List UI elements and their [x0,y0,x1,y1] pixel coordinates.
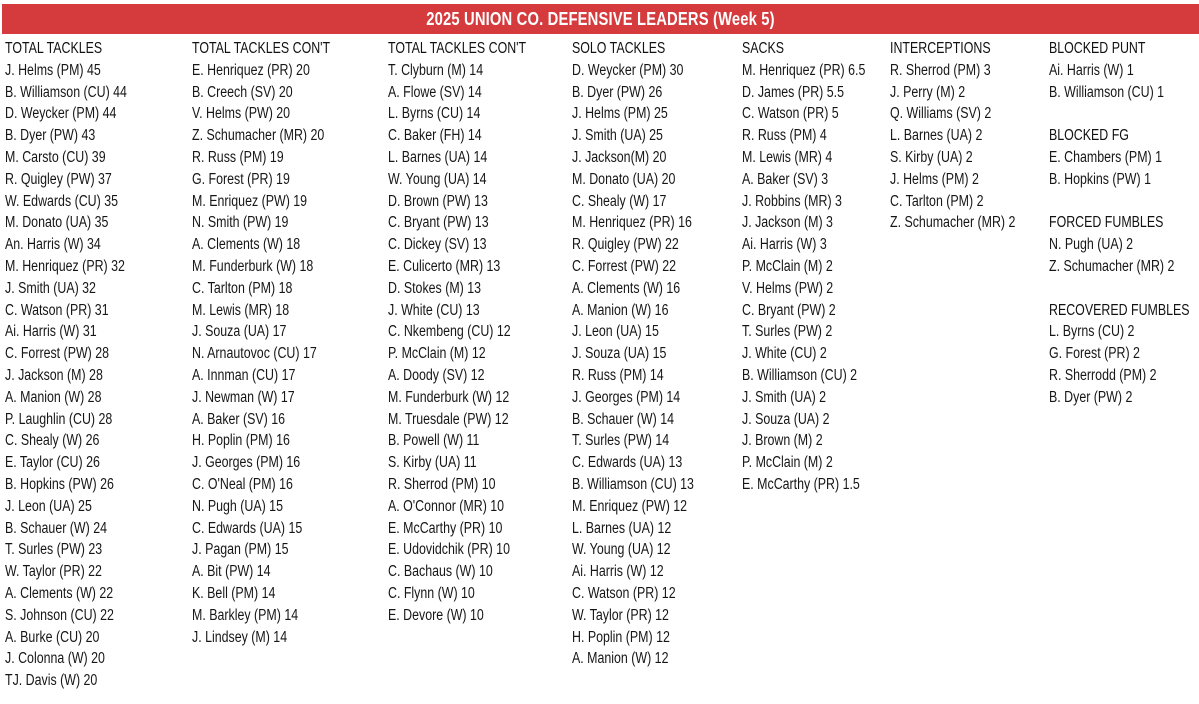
player-entry: W. Young (UA) 14 [388,170,487,188]
player-entry: Ai. Harris (W) 1 [1049,61,1134,79]
player-entry: M. Carsto (CU) 39 [5,148,106,166]
player-entry: P. Laughlin (CU) 28 [5,410,113,428]
player-entry: N. Pugh (UA) 15 [192,497,283,515]
stat-section [1049,212,1199,277]
player-entry: A. O'Connor (MR) 10 [388,497,505,515]
player-entry: B. Dyer (PW) 2 [1049,388,1133,406]
player-entry: A. Manion (W) 12 [572,650,669,668]
section-header: TOTAL TACKLES [5,40,103,57]
player-entry: C. Forrest (PW) 28 [5,345,110,363]
player-entry: C. Nkembeng (CU) 12 [388,323,511,341]
player-entry: S. Johnson (CU) 22 [5,606,114,624]
stat-section [572,38,724,670]
player-entry: J. Smith (UA) 2 [742,388,827,406]
player-entry: J. Newman (W) 17 [192,388,295,406]
page-title: 2025 UNION CO. DEFENSIVE LEADERS (Week 5) [426,8,775,29]
player-entry: M. Funderburk (W) 18 [192,257,314,275]
player-entry: S. Kirby (UA) 11 [388,454,477,472]
player-entry: L. Byrns (CU) 2 [1049,323,1135,341]
player-entry: C. O'Neal (PM) 16 [192,475,293,493]
player-entry: R. Sherrod (PM) 10 [388,475,496,493]
player-entry: J. Perry (M) 2 [890,83,966,101]
player-entry: N. Smith (PW) 19 [192,214,289,232]
section-header: BLOCKED PUNT [1049,40,1146,57]
player-entry: J. Georges (PM) 14 [572,388,681,406]
player-entry: A. Clements (W) 16 [572,279,681,297]
player-entry: P. McClain (M) 12 [388,345,486,363]
stat-section [1049,125,1199,190]
player-entry: R. Quigley (PW) 37 [5,170,112,188]
player-entry: L. Byrns (CU) 14 [388,105,481,123]
player-entry: J. Pagan (PM) 15 [192,541,289,559]
player-entry: H. Poplin (PM) 12 [572,628,670,646]
section-header: FORCED FUMBLES [1049,214,1164,232]
player-entry: A. Burke (CU) 20 [5,628,100,646]
player-entry: B. Williamson (CU) 1 [1049,83,1165,101]
player-entry: G. Forest (PR) 2 [1049,345,1140,363]
player-entry: J. White (CU) 2 [742,345,827,363]
player-entry: M. Donato (UA) 20 [572,170,676,188]
player-entry: B. Williamson (CU) 13 [572,475,694,493]
player-entry: B. Hopkins (PW) 26 [5,475,114,493]
player-entry: J. Smith (UA) 32 [5,279,96,297]
player-entry: H. Poplin (PM) 16 [192,432,290,450]
player-entry: E. McCarthy (PR) 1.5 [742,475,860,493]
player-entry: C. Bryant (PW) 2 [742,301,836,319]
section-header: BLOCKED FG [1049,127,1129,145]
player-entry: D. Weycker (PM) 44 [5,105,117,123]
stat-column [192,38,365,648]
player-entry: P. McClain (M) 2 [742,257,833,275]
player-entry: A. Baker (SV) 16 [192,410,286,428]
stat-column [5,38,157,692]
player-entry: A. Manion (W) 28 [5,388,102,406]
title-banner [2,4,1199,34]
player-entry: E. McCarthy (PR) 10 [388,519,503,537]
player-entry: Ai. Harris (W) 12 [572,563,664,581]
player-entry: A. Doody (SV) 12 [388,366,485,384]
player-entry: P. McClain (M) 2 [742,454,833,472]
player-entry: M. Truesdale (PW) 12 [388,410,509,428]
player-entry: V. Helms (PW) 20 [192,105,291,123]
player-entry: C. Edwards (UA) 15 [192,519,303,537]
player-entry: L. Barnes (UA) 2 [890,127,983,145]
player-entry: J. White (CU) 13 [388,301,480,319]
player-entry: E. Taylor (CU) 26 [5,454,100,472]
player-entry: J. Brown (M) 2 [742,432,823,450]
player-entry: R. Russ (PM) 19 [192,148,284,166]
player-entry: C. Dickey (SV) 13 [388,236,487,254]
player-entry: J. Jackson (M) 3 [742,214,833,232]
player-entry: M. Enriquez (PW) 19 [192,192,308,210]
player-entry: B. Schauer (W) 24 [5,519,107,537]
player-entry: L. Barnes (UA) 12 [572,519,672,537]
player-entry: L. Barnes (UA) 14 [388,148,488,166]
stat-column [388,38,561,627]
player-entry: J. Leon (UA) 15 [572,323,659,341]
player-entry: B. Hopkins (PW) 1 [1049,170,1151,188]
player-entry: B. Dyer (PW) 43 [5,127,96,145]
section-header: SOLO TACKLES [572,40,666,57]
player-entry: M. Donato (UA) 35 [5,214,109,232]
player-entry: K. Bell (PM) 14 [192,584,276,602]
player-entry: R. Sherrod (PM) 3 [890,61,991,79]
player-entry: C. Watson (PR) 12 [572,584,676,602]
player-entry: Z. Schumacher (MR) 20 [192,127,325,145]
player-entry: W. Taylor (PR) 22 [5,563,102,581]
player-entry: E. Udovidchik (PR) 10 [388,541,510,559]
player-entry: M. Lewis (MR) 4 [742,148,833,166]
player-entry: M. Lewis (MR) 18 [192,301,290,319]
player-entry: C. Shealy (W) 26 [5,432,100,450]
player-entry: T. Surles (PW) 2 [742,323,833,341]
player-entry: R. Russ (PM) 4 [742,127,827,145]
player-entry: Z. Schumacher (MR) 2 [1049,257,1175,275]
stat-column [890,38,1047,234]
player-entry: W. Young (UA) 12 [572,541,671,559]
player-entry: J. Robbins (MR) 3 [742,192,842,210]
player-entry: C. Edwards (UA) 13 [572,454,683,472]
player-entry: N. Pugh (UA) 2 [1049,236,1134,254]
player-entry: T. Surles (PW) 23 [5,541,103,559]
stat-column [572,38,724,670]
player-entry: D. Weycker (PM) 30 [572,61,684,79]
player-entry: E. Henriquez (PR) 20 [192,61,310,79]
player-entry: B. Williamson (CU) 2 [742,366,858,384]
player-entry: T. Clyburn (M) 14 [388,61,484,79]
player-entry: J. Georges (PM) 16 [192,454,301,472]
player-entry: M. Henriquez (PR) 6.5 [742,61,866,79]
player-entry: W. Taylor (PR) 12 [572,606,669,624]
player-entry: J. Jackson (M) 28 [5,366,103,384]
player-entry: B. Creech (SV) 20 [192,83,293,101]
player-entry: A. Clements (W) 18 [192,236,301,254]
stat-section [742,38,896,496]
player-entry: C. Watson (PR) 5 [742,105,839,123]
player-entry: C. Flynn (W) 10 [388,584,475,602]
player-entry: A. Clements (W) 22 [5,584,114,602]
player-entry: B. Schauer (W) 14 [572,410,674,428]
player-entry: An. Harris (W) 34 [5,236,101,254]
player-entry: W. Edwards (CU) 35 [5,192,119,210]
player-entry: J. Souza (UA) 15 [572,345,667,363]
player-entry: C. Baker (FH) 14 [388,127,482,145]
player-entry: B. Williamson (CU) 44 [5,83,127,101]
stat-section [890,38,1047,234]
stat-section [1049,300,1199,409]
player-entry: M. Barkley (PM) 14 [192,606,299,624]
player-entry: G. Forest (PR) 19 [192,170,290,188]
section-header: SACKS [742,40,785,57]
player-entry: TJ. Davis (W) 20 [5,672,98,690]
player-entry: Ai. Harris (W) 3 [742,236,827,254]
player-entry: J. Helms (PM) 2 [890,170,979,188]
player-entry: R. Sherrodd (PM) 2 [1049,366,1157,384]
player-entry: C. Bachaus (W) 10 [388,563,493,581]
player-entry: V. Helms (PW) 2 [742,279,834,297]
player-entry: Q. Williams (SV) 2 [890,105,992,123]
section-header: TOTAL TACKLES CON'T [192,40,331,57]
stat-column [742,38,896,496]
player-entry: M. Funderburk (W) 12 [388,388,510,406]
player-entry: Z. Schumacher (MR) 2 [890,214,1016,232]
player-entry: J. Souza (UA) 17 [192,323,287,341]
player-entry: A. Flowe (SV) 14 [388,83,482,101]
stat-column [1049,38,1199,409]
player-entry: D. James (PR) 5.5 [742,83,844,101]
player-entry: J. Leon (UA) 25 [5,497,92,515]
section-header: TOTAL TACKLES CON'T [388,40,527,57]
stat-section [5,38,157,692]
player-entry: Ai. Harris (W) 31 [5,323,97,341]
player-entry: J. Colonna (W) 20 [5,650,105,668]
player-entry: S. Kirby (UA) 2 [890,148,973,166]
player-entry: C. Watson (PR) 31 [5,301,109,319]
player-entry: J. Souza (UA) 2 [742,410,830,428]
player-entry: C. Tarlton (PM) 2 [890,192,984,210]
player-entry: E. Devore (W) 10 [388,606,484,624]
player-entry: J. Helms (PM) 45 [5,61,101,79]
player-entry: J. Jackson(M) 20 [572,148,667,166]
player-entry: R. Quigley (PW) 22 [572,236,679,254]
player-entry: A. Innman (CU) 17 [192,366,296,384]
player-entry: C. Bryant (PW) 13 [388,214,489,232]
player-entry: C. Tarlton (PM) 18 [192,279,293,297]
player-entry: C. Shealy (W) 17 [572,192,667,210]
player-entry: M. Enriquez (PW) 12 [572,497,688,515]
player-entry: C. Forrest (PW) 22 [572,257,677,275]
player-entry: J. Helms (PM) 25 [572,105,668,123]
player-entry: A. Baker (SV) 3 [742,170,829,188]
section-header: RECOVERED FUMBLES [1049,301,1190,319]
player-entry: A. Bit (PW) 14 [192,563,271,581]
player-entry: R. Russ (PM) 14 [572,366,664,384]
section-header: INTERCEPTIONS [890,40,991,57]
player-entry: J. Smith (UA) 25 [572,127,663,145]
player-entry: B. Powell (W) 11 [388,432,480,450]
player-entry: M. Henriquez (PR) 16 [572,214,692,232]
player-entry: N. Arnautovoc (CU) 17 [192,345,317,363]
stat-section [1049,38,1199,103]
player-entry: A. Manion (W) 16 [572,301,669,319]
player-entry: E. Culicerto (MR) 13 [388,257,501,275]
stat-section [388,38,561,627]
player-entry: E. Chambers (PM) 1 [1049,148,1163,166]
player-entry: M. Henriquez (PR) 32 [5,257,125,275]
player-entry: J. Lindsey (M) 14 [192,628,288,646]
player-entry: B. Dyer (PW) 26 [572,83,663,101]
player-entry: D. Brown (PW) 13 [388,192,488,210]
stat-section [192,38,365,648]
player-entry: T. Surles (PW) 14 [572,432,670,450]
player-entry: D. Stokes (M) 13 [388,279,482,297]
